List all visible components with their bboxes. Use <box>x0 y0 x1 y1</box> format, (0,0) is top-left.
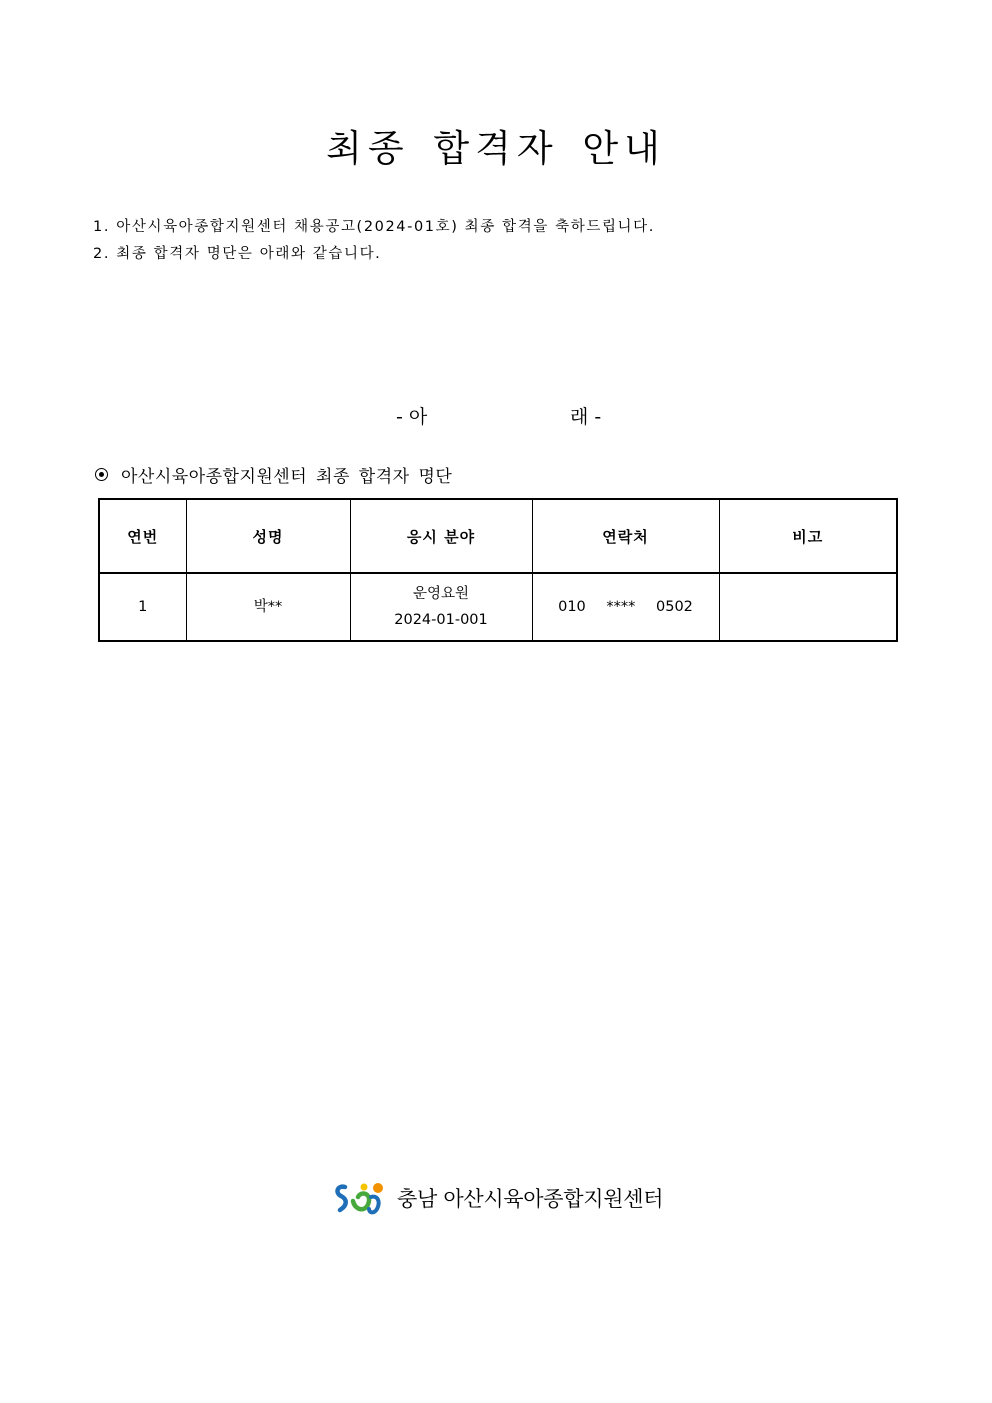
footer-logo <box>333 1178 663 1218</box>
header-name: 성명 <box>186 499 350 573</box>
list-heading <box>93 462 452 487</box>
footer-org-name: 충남 아산시육아종합지원센터 <box>397 1187 664 1211</box>
table-row <box>99 573 897 641</box>
header-note: 비고 <box>719 499 897 573</box>
field-code: 2024-01-001 <box>394 612 488 628</box>
phone-prefix: 010 <box>558 599 586 615</box>
below-mark <box>0 402 992 428</box>
table-header-row <box>99 499 897 573</box>
below-mark-left: - 아 <box>396 406 428 428</box>
below-mark-right: 래 - <box>570 406 602 428</box>
phone-masked: **** <box>606 599 636 615</box>
notice-line-1: 1. 아산시육아종합지원센터 채용공고(2024-01호) 최종 합격을 축하드립니다. <box>93 219 655 235</box>
list-heading-text: 아산시육아종합지원센터 최종 합격자 명단 <box>121 467 453 487</box>
cell-contact <box>532 573 719 641</box>
header-contact: 연락처 <box>532 499 719 573</box>
results-table <box>98 498 898 642</box>
field-name: 운영요원 <box>412 586 470 602</box>
notice-line-2: 2. 최종 합격자 명단은 아래와 같습니다. <box>93 246 382 262</box>
cell-name: 박** <box>186 573 350 641</box>
cell-note <box>719 573 897 641</box>
phone-suffix: 0502 <box>656 599 693 615</box>
cell-no: 1 <box>99 573 186 641</box>
header-no: 연번 <box>99 499 186 573</box>
header-field: 응시 분야 <box>350 499 532 573</box>
cell-field <box>350 573 532 641</box>
bullet-circle-icon <box>95 468 108 481</box>
center-logo-icon <box>333 1179 389 1217</box>
page-title: 최종 합격자 안내 <box>326 127 666 170</box>
